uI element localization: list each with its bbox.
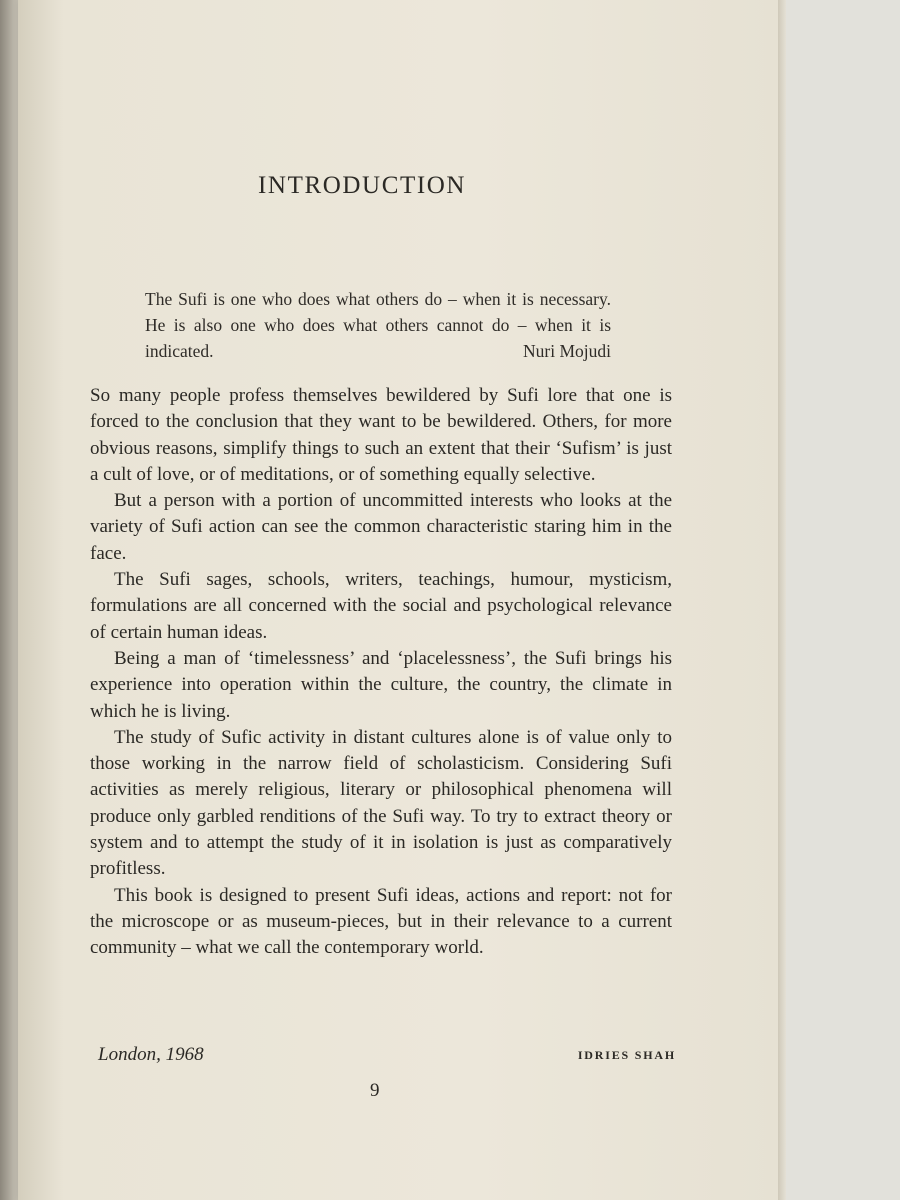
paragraph-5: The study of Sufic activity in distant cultures alone is of value only to those working in the narrow field of scholasticism. Considering Sufi activities as merely religious, literary or philosophical phenomena will produce only garbled renditions of the Sufi way. To try to extract theory or system and to attempt the study of it in isolation is just as comparatively profitless. — [90, 726, 672, 880]
page-edge — [778, 0, 786, 1200]
author-signature: IDRIES SHAH — [577, 1048, 676, 1062]
epigraph-author: Nuri Mojudi — [523, 341, 611, 361]
paragraph-3: The Sufi sages, schools, writers, teachings, humour, mysticism, formulations are all concerned with the social and psychological relevance of certain human ideas. — [90, 569, 672, 643]
page-number: 9 — [370, 1080, 380, 1101]
paragraph-2: But a person with a portion of uncommitted interests who looks at the variety of Sufi action can see the common characteristic staring him in the face. — [90, 490, 672, 564]
paragraph-4: Being a man of ‘timelessness’ and ‘placelessness’, the Sufi brings his experience into operation within the culture, the country, the climate in which he is living. — [90, 647, 672, 722]
signoff — [98, 1044, 676, 1066]
table-surface — [786, 0, 900, 1200]
paragraph-6: This book is designed to present Sufi ideas, actions and report: not for the microscope or as museum-pieces, but in their relevance to a current community – what we call the contemporary world. — [90, 884, 672, 959]
paragraph-1: So many people profess themselves bewildered by Sufi lore that one is forced to the conclusion that they want to be bewildered. Others, for more obvious reasons, simplify things to such an extent that their ‘Sufism’ is just a cult of love, or of meditations, or of something equally selective. — [90, 385, 672, 485]
chapter-title: INTRODUCTION — [258, 172, 467, 199]
body-text — [90, 383, 672, 962]
place-date: London, 1968 — [98, 1044, 204, 1065]
epigraph — [145, 286, 611, 364]
epigraph-text: The Sufi is one who does what others do – when it is necessary. He is also one who does what others cannot do – when it is indicated. — [145, 289, 611, 361]
